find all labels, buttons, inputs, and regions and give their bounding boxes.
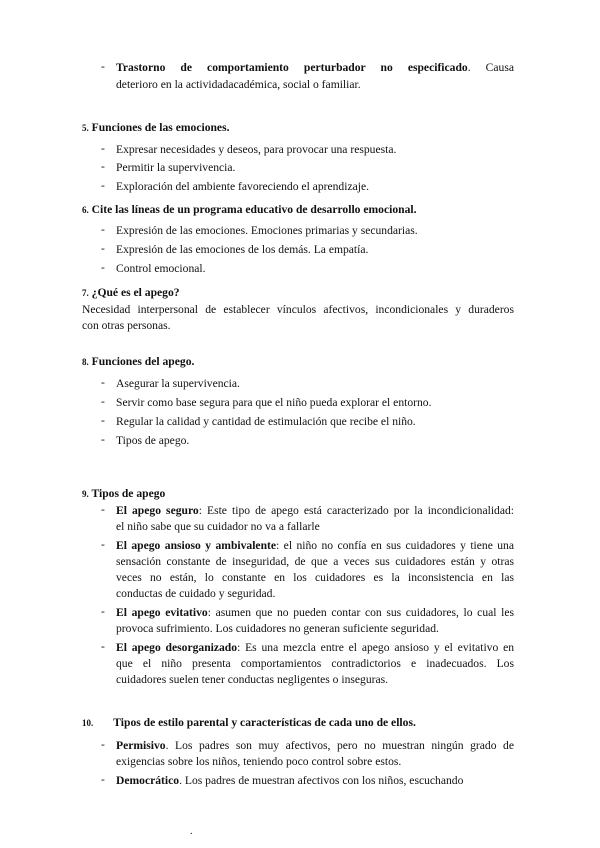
apego-ansioso-line4: conductas de cuidado y seguridad.: [116, 587, 276, 600]
apego-desorganizado-line2: que el niño presenta comportamientos contradictorios e inadecuados. Los: [116, 657, 514, 670]
footer-dot: .: [190, 826, 193, 837]
bullet-dash: -: [101, 160, 105, 173]
intro-item-line2: deterioro en la actividadacadémica, social o familiar.: [116, 78, 361, 91]
intro-item-rest: . Causa: [467, 61, 514, 74]
bullet-dash: -: [101, 142, 105, 155]
bullet-dash: -: [101, 640, 105, 653]
bullet-dash: -: [101, 605, 105, 618]
bullet-dash: -: [101, 223, 105, 236]
bullet-dash: -: [101, 242, 105, 255]
permisivo-line2: exigencias sobre los niños, teniendo poco control sobre estos.: [116, 755, 402, 768]
list-item: Regular la calidad y cantidad de estimulación que recibe el niño.: [116, 415, 416, 428]
bullet-dash: -: [101, 395, 105, 408]
list-item: Tipos de apego.: [116, 434, 190, 447]
list-item: Expresión de las emociones de los demás. La empatía.: [116, 243, 369, 256]
apego-seguro-line1: El apego seguro: Este tipo de apego está caracterizado por la incondicionalidad:: [116, 504, 514, 517]
democratico-line1: Democrático. Los padres de muestran afectivos con los niños, escuchando: [116, 774, 464, 787]
apego-desorganizado-line1: El apego desorganizado: Es una mezcla entre el apego ansioso y el evitativo en: [116, 641, 515, 654]
apego-desorganizado-line3: cuidadores suelen tener conductas negligentes o inseguras.: [116, 673, 389, 686]
list-item: Expresión de las emociones. Emociones primarias y secundarias.: [116, 224, 418, 237]
bullet-dash: -: [101, 376, 105, 389]
apego-ansioso-line1: El apego ansioso y ambivalente: el niño no confía en sus cuidadores y tiene una: [116, 539, 515, 552]
bullet-dash: -: [101, 60, 105, 73]
apego-evitativo-line1: El apego evitativo: asumen que no pueden contar con sus cuidadores, lo cual les: [116, 606, 515, 619]
bullet-dash: -: [101, 738, 105, 751]
list-item: Permitir la supervivencia.: [116, 161, 236, 174]
section-7-text-line1: Necesidad interpersonal de establecer vínculos afectivos, incondicionales y duraderos: [82, 303, 514, 316]
bullet-dash: -: [101, 414, 105, 427]
apego-ansioso-line2: sensación constante de inseguridad, de que a veces sus cuidadores están y otras: [116, 555, 514, 568]
section-6-heading: 6. Cite las líneas de un programa educativo de desarrollo emocional.: [82, 203, 417, 216]
section-8-heading: 8. Funciones del apego.: [82, 355, 195, 368]
apego-evitativo-line2: provoca sufrimiento. Los cuidadores no generan suficiente seguridad.: [116, 622, 439, 635]
intro-item-bold: Trastorno de comportamiento perturbador no especificado: [116, 61, 468, 74]
intro-item-line1: [116, 60, 514, 76]
bullet-dash: -: [101, 179, 105, 192]
bullet-dash: -: [101, 538, 105, 551]
list-item: Control emocional.: [116, 262, 206, 275]
list-item: Expresar necesidades y deseos, para provocar una respuesta.: [116, 143, 397, 156]
permisivo-line1: Permisivo. Los padres son muy afectivos, pero no muestran ningún grado de: [116, 739, 514, 752]
section-5-heading: 5. Funciones de las emociones.: [82, 121, 230, 134]
section-10-heading: 10. Tipos de estilo parental y características de cada uno de ellos.: [82, 716, 416, 729]
section-7-heading: 7. ¿Qué es el apego?: [82, 286, 180, 299]
bullet-dash: -: [101, 503, 105, 516]
section-9-heading: 9. Tipos de apego: [82, 487, 166, 500]
bullet-dash: -: [101, 261, 105, 274]
bullet-dash: -: [101, 773, 105, 786]
apego-ansioso-line3: veces no están, lo constante en los cuidadores es la inconsistencia en las: [116, 571, 514, 584]
section-7-text-line2: con otras personas.: [82, 319, 171, 332]
bullet-dash: -: [101, 433, 105, 446]
apego-seguro-line2: el niño sabe que su cuidador no va a fallarle: [116, 520, 320, 533]
list-item: Exploración del ambiente favoreciendo el aprendizaje.: [116, 180, 370, 193]
list-item: Servir como base segura para que el niño pueda explorar el entorno.: [116, 396, 432, 409]
list-item: Asegurar la supervivencia.: [116, 377, 240, 390]
